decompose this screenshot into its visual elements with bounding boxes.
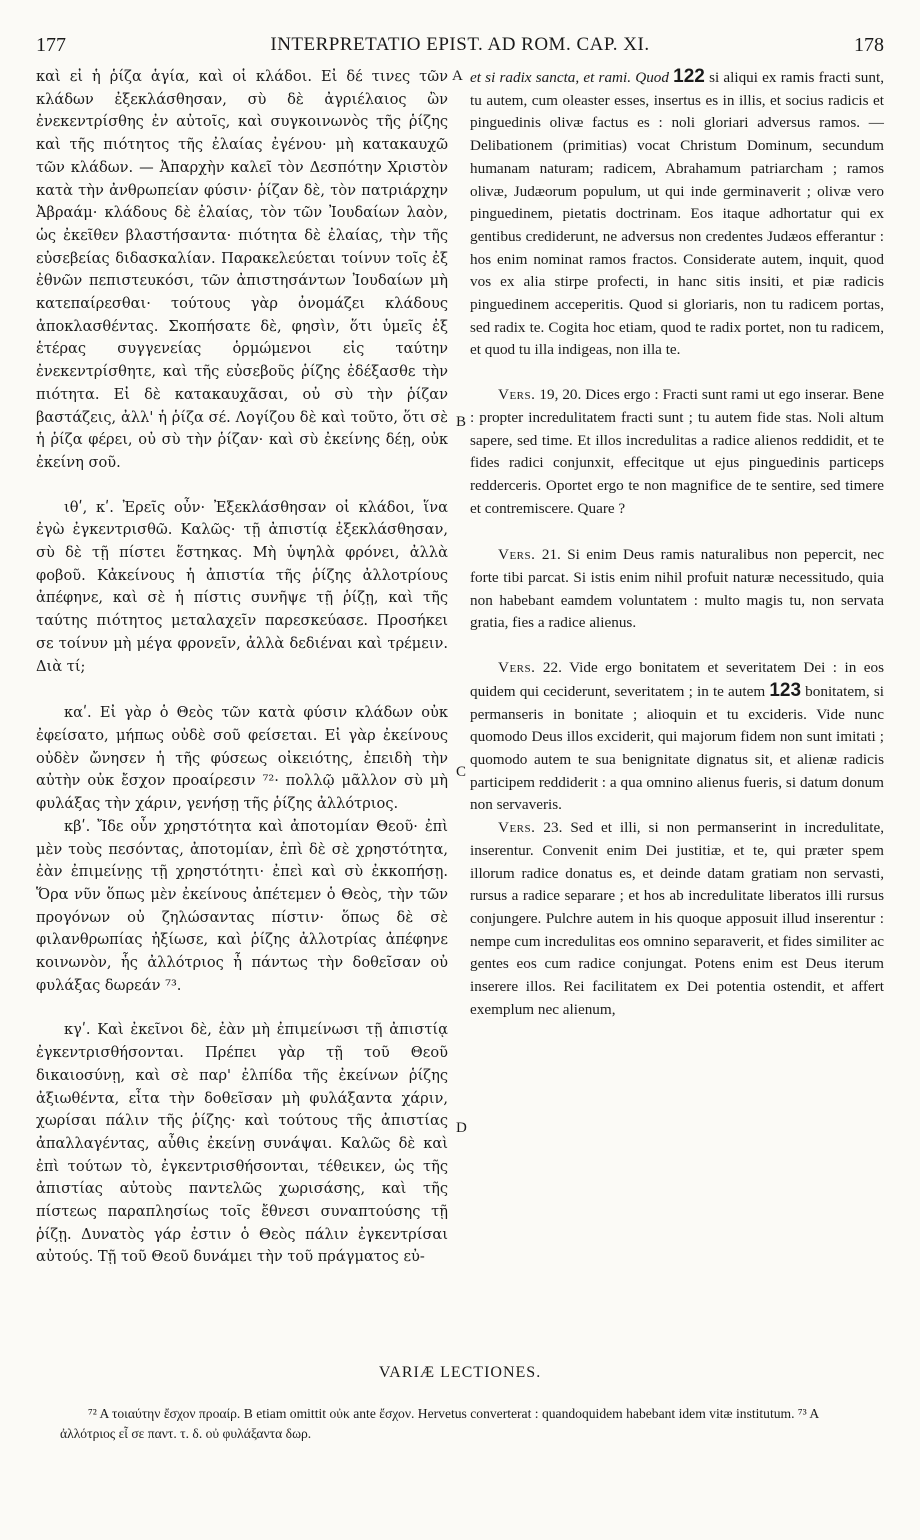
margin-letter-d: D [456, 1120, 467, 1136]
latin-text: si aliqui ex ramis fracti sunt, tu autem, cum oleaster esses, insertus es in illis, et socius radicis et pinguedinis olivæ factus es : noli gloriari adversus ramos. — Delibationem (primitias) vocat Christum Dominum, secundum humanam naturam; radicem, Abrahamum patriarcham ; ramos olivæ, Judæorum populum, ut qui inde germinaverit ; olivæ vero pinguedinem, pietatis doctrinam. Eos itaque adhortatur qui ex gentibus crediderunt, ne adversus non credentes Judæos efferantur : hos enim nominat ramos fractos. Considerate autem, inquit, quod vos ex alia stirpe profecti, in hanc sitis insiti, et piæ radicis pinguedinem acceperitis. Quod si gloriaris, non tu radicem portas, sed radix te. Cogita hoc etiam, quod te radix portet, non tu radicem, et quod tu illa indigeas, non illa te. [470, 69, 884, 359]
latin-verse-22 [470, 657, 884, 817]
latin-paragraph-1 [470, 66, 884, 362]
greek-paragraph-3: καʹ. Εἰ γὰρ ὁ Θεὸς τῶν κατὰ φύσιν κλάδων οὐκ ἐφείσατο, μήπως οὐδὲ σοῦ φείσεται. Εἰ γὰρ ἐκείνους οὐδὲν ὤνησεν ἡ τῆς φύσεως οἰκειότης, ἐπειδὴ τὴν αὐτὴν οὐκ ἔσχον προαίρεσιν ⁷²· πολλῷ μᾶλλον σὺ μὴ φυλάξας τὴν χάριν, γενήσῃ τῆς ῥίζης ἀλλότριος. [36, 704, 448, 813]
margin-letter-b: B [456, 414, 467, 430]
greek-paragraph-2: ιθʹ, κʹ. Ἐρεῖς οὖν· Ἐξεκλάσθησαν οἱ κλάδοι, ἵνα ἐγὼ ἐγκεντρισθῶ. Καλῶς· τῇ ἀπιστίᾳ ἐξεκλάσθησαν, σὺ δὲ τῇ πίστει ἕστηκας. Μὴ ὑψηλὰ φρόνει, ἀλλὰ φοβοῦ. Κἀκείνους ἡ ἀπιστία τῆς ῥίζης ἀλλοτρίους ἀπέφηνε, καὶ σὲ ἡ πίστις συνῆψε τῇ ῥίζῃ, καὶ τῆς ταύτης πιότητος μεταλαχεῖν παρεσκεύασε. Προσήκει σε τοίνυν μὴ μέγα φρονεῖν, ἀλλὰ δεδιέναι καὶ τρέμειν. Διὰ τί; [36, 498, 448, 675]
greek-paragraph-5: κγʹ. Καὶ ἐκεῖνοι δὲ, ἐὰν μὴ ἐπιμείνωσι τῇ ἀπιστίᾳ ἐγκεντρισθήσονται. Πρέπει γὰρ τῇ τοῦ Θεοῦ δικαιοσύνῃ, καὶ σὲ παρ' ἐλπίδα τῆς ἐκείνων ῥίζης ἀξιωθέντα, εἶτα τὴν δοθεῖσαν μὴ φυλάξαντα χάριν, χωρίσαι πάλιν τῆς ῥίζης· καὶ τούτους τῆς ἀπιστίας ἀπαλλαγέντας, αὖθις ἐκείνῃ συνάψαι. Καλῶς δὲ καὶ ἐπὶ τούτων τὸ, ἐγκεντρισθήσονται, τέθεικεν, ὡς τῆς ἀπιστίας αὐτοὺς παντελῶς χωρισάσης, καὶ τῆς πίστεως παραπλησίως τοῖς ἔθνεσι συναπτούσης τῇ ῥίζῃ. Δυνατὸς γάρ ἐστιν ὁ Θεὸς πάλιν ἐγκεντρίσαι αὐτούς. Τῇ τοῦ Θεοῦ δυνάμει τὴν τοῦ πράγματος εὐ- [36, 1021, 448, 1266]
margin-letter-c: C [456, 764, 467, 780]
running-title: INTERPRETATIO EPIST. AD ROM. CAP. XI. [270, 34, 650, 55]
latin-text: 21. Si enim Deus ramis naturalibus non pepercit, nec forte tibi parcat. Si istis enim nihil profuit naturæ necessitudo, quia non habebant eamdem voluntatem : multo magis tu, non servata gratia, fies a radice alienus. [470, 546, 884, 632]
latin-verse-19-20 [470, 384, 884, 520]
verse-label: Vers. [498, 659, 536, 677]
margin-letter-a: A [452, 68, 463, 84]
latin-text: 22. Vide ergo bonitatem et severitatem Dei : in eos quidem qui ceciderunt, severitatem ; in te autem [470, 659, 884, 700]
latin-verse-23 [470, 817, 884, 1021]
latin-text: 19, 20. Dices ergo : Fracti sunt rami ut ego inserar. Bene : propter incredulitatem fracti sunt ; tu autem fide stas. Noli altum sapere, sed time. Et illos incredulitas a radice alienos reddidit, et te fides radici conjunxit, effecitque ut ejus pinguedinis particeps redderceris. Oportet ergo te non magnifice de te sentire, sed timere et contremiscere. Quare ? [470, 386, 884, 517]
page-number-right: 178 [854, 34, 884, 56]
column-number-123: 123 [769, 679, 802, 701]
latin-column [470, 66, 884, 1021]
greek-paragraph-4: κβʹ. Ἴδε οὖν χρηστότητα καὶ ἀποτομίαν Θεοῦ· ἐπὶ μὲν τοὺς πεσόντας, ἀποτομίαν, ἐπὶ δὲ σὲ χρηστότητα, ἐὰν ἐπιμείνῃς τῇ χρηστότητι· ἐπεὶ καὶ σὺ ἐκκοπήσῃ. Ὅρα νῦν ὅπως μὲν ἐκείνους ἀπέτεμεν ὁ Θεὸς, τὴν τῶν προγόνων οὐ ζηλώσαντας πίστιν· ὅπως δὲ σὲ φιλανθρωπίας ἠξίωσε, καὶ ῥίζης ἀλλοτρίας ἀπέφηνε κοινωνὸν, ἧς ἀλλότριος ἦ πάντως τὴν δοθεῖσαν οὐ φυλάξας δωρεάν ⁷³. [36, 817, 448, 994]
greek-paragraph-1: καὶ εἰ ἡ ῥίζα ἁγία, καὶ οἱ κλάδοι. Εἰ δέ τινες τῶν κλάδων ἐξεκλάσθησαν, σὺ δὲ ἀγριέλαιος ὢν ἐνεκεντρίσθης ἐν αὐτοῖς, καὶ συγκοινωνὸς τῆς ῥίζης καὶ τῆς πιότητος τῆς ἐλαίας ἐγένου· μὴ κατακαυχῶ τῶν κλάδων. — Ἀπαρχὴν καλεῖ τὸν Δεσπότην Χριστὸν κατὰ τὴν ἀνθρωπείαν φύσιν· ῥίζαν δὲ, τὸν πατριάρχην Ἀβραάμ· κλάδους δὲ ἐλαίας, τὸν τῶν Ἰουδαίων λαὸν, ὡς ἐκεῖθεν βλαστήσαντα· πιότητα δὲ ἐλαίας, τὴν τῆς εὐσεβείας διδασκαλίαν. Παρακελεύεται τοίνυν τοῖς ἐξ ἐθνῶν πεπιστευκόσι, τῶν ἀπιστησάντων Ἰουδαίων μὴ κατεπαίρεσθαι· τούτους γὰρ ὀνομάζει κλάδους ἀποκλασθέντας. Σκοπήσατε δὲ, φησὶν, ὅτι ὑμεῖς ἐξ ἑτέρας συγγενείας ὁρμώμενοι εἰς ταύτην ἐνεκεντρίσθητε, καὶ τῆς εὐσεβοῦς ῥίζης ἐδέξασθε τὴν πιότητα. Εἰ δὲ κατακαυχᾶσαι, οὐ σὺ τὴν ῥίζαν βαστάζεις, ἀλλ' ἡ ῥίζα σέ. Λογίζου δὲ καὶ τοῦτο, ὅτι σὲ ἡ ῥίζα φέρει, οὐ σὺ τὴν ῥίζαν· καὶ σὺ ἐκείνης δέῃ, οὐκ ἐκείνη σοῦ. [36, 68, 448, 471]
column-number-122: 122 [673, 66, 705, 87]
greek-column [36, 66, 448, 1269]
latin-verse-21 [470, 544, 884, 635]
page-header [36, 34, 884, 64]
verse-label: Vers. [498, 546, 536, 564]
verse-label: Vers. [498, 819, 536, 837]
page-number-left: 177 [36, 34, 66, 56]
latin-text: 23. Sed et illi, si non permanserint in incredulitate, inserentur. Convenit enim Dei justitiæ, et te, qui præter spem illorum radice donatus es, et deinde datam gratiam non servasti, rursus a radice separare ; et hos ab incredulitate liberatos illi rursus conjungere. Pulchre autem in his quoque apposuit illud inserentur : nempe cum incredulitas eos omnino separaverit, et fides similiter ac gentes eos cum radice conjungat. Potens enim est Deus iterum inserere illos. Rei facilitatem ex Dei potentia ostendit, et affert exemplum nec alienum, [470, 819, 884, 1018]
variant-readings-footnotes: ⁷² A τοιαύτην ἔσχον προαίρ. B etiam omittit οὐκ ante ἔσχον. Hervetus converterat : quandoquidem habebant idem vitæ institutum. ⁷³ A ἀλλότριος εἶ σε παντ. τ. δ. οὐ φυλάξαντα δωρ. [60, 1406, 819, 1441]
latin-text: et si radix sancta, et rami. Quod [470, 69, 674, 86]
variae-lectiones-heading: VARIÆ LECTIONES. [378, 1364, 542, 1381]
latin-text: bonitatem, si permanseris in bonitate ; alioquin et tu excideris. Vide nunc quomodo Deus illos exciderit, qui majorum fidem non sunt imitati ; quomodo autem te sua benignitate dignatus sit, et alienæ radicis participem reddiderit : a qua omnino alienus fueris, si datum donum non servaveris. [470, 682, 884, 814]
verse-label: Vers. [498, 386, 536, 404]
